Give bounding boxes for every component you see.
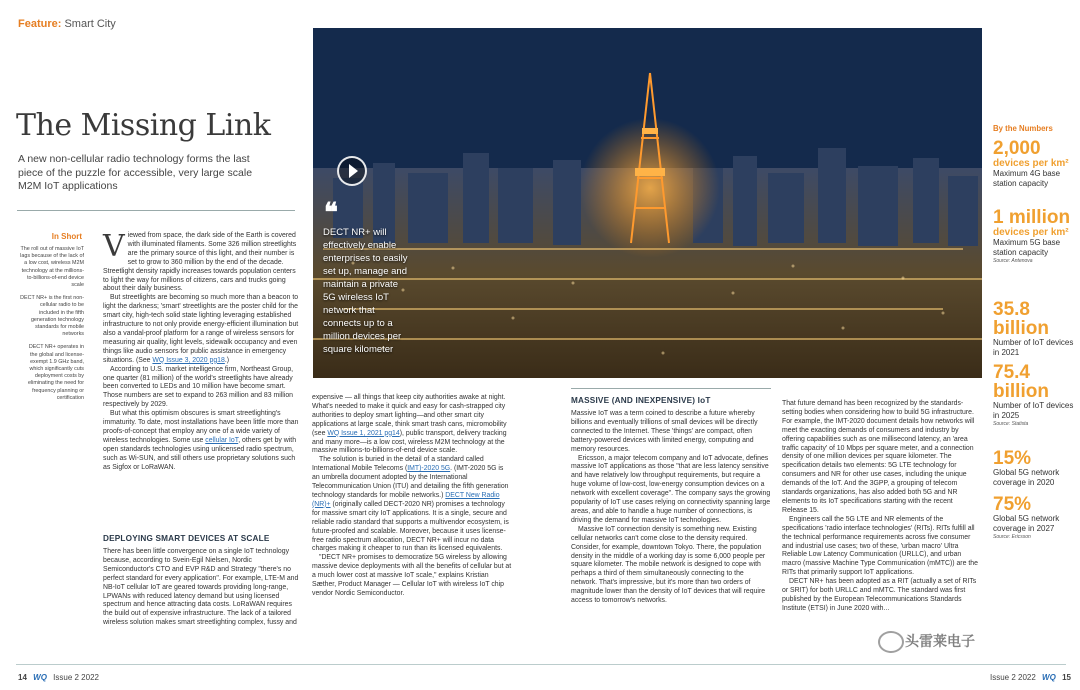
issue-label: Issue 2 2022 (990, 673, 1036, 682)
article-title: The Missing Link (16, 108, 271, 143)
footer-right (990, 673, 1071, 682)
feature-prefix: Feature: (18, 18, 62, 30)
body-column-3 (571, 410, 771, 606)
stat-value: 2,000 (993, 138, 1041, 159)
ref-link[interactable]: WQ Issue 3, 2020 pg18 (152, 356, 225, 364)
brand-logo: WQ (33, 673, 47, 682)
city-night-illustration (313, 28, 982, 378)
paragraph: There has been little convergence on a single IoT technology because, according to Svein-Egil Nielsen, Nordic Semiconductor's CTO and EVP R&D and Strategy "there's no perfect standard for every application". For example, LTE-M and NB-IoT cellular IoT are geared towards providing long-range, LPWANs with reduced latency demand but using licensed spectrum and hence attracting data costs. LoRaWAN requires the build out of expensive infrastructure. The lack of a tailored wireless solution makes smart streetlighting complex, fussy and (103, 548, 299, 627)
play-video-button[interactable] (337, 156, 367, 186)
page-number: 15 (1062, 673, 1071, 682)
paragraph-end: ), public transport, delivery tracking and many more—is a low cost, wireless M2M technology at the massive millions-to-billions-of-end device scale. (312, 429, 507, 455)
pull-quote: DECT NR+ will effectively enable enterprises to easily set up, manage and maintain a private 5G wireless IoT network that connects up to a million devices per square kilometer (323, 227, 408, 355)
paragraph: iewed from space, the dark side of the Earth is covered with illuminated filaments. Some 326 million streetlights are the primary source of this light, and their number is set to grow to 360 million by the end of the decade. Streetlight density rapidly increases towards population centers to light the way for millions of citizens, cars and trucks going about their daily business. (103, 232, 297, 293)
stat-value: 75% (993, 494, 1032, 515)
stat-source: Source: Ericsson (993, 534, 1031, 540)
watermark: 头雷莱电子 (905, 633, 975, 649)
divider (17, 210, 295, 211)
drop-cap: V (103, 229, 125, 264)
stat-source: Source: Antenova (993, 258, 1033, 264)
stat-block (993, 300, 1078, 358)
footer-divider (16, 664, 1066, 665)
paragraph-end: , others get by with open standards technologies using unlicensed radio spectrum, such as Wi-SUN, and still others use proprietary solutions such as Sigfox or LoRaWAN. (103, 436, 297, 471)
body-column-1-lower (103, 548, 301, 628)
in-short-heading: In Short (51, 232, 82, 241)
body-column-1 (103, 229, 301, 472)
dect-nr-link[interactable]: DECT New Radio (NR)+ (312, 491, 500, 508)
cellular-iot-link[interactable]: cellular IoT (205, 436, 239, 444)
divider (571, 388, 771, 389)
quote-icon: ❝ (324, 198, 338, 228)
section-heading: MASSIVE (AND INEXPENSIVE) IoT (571, 396, 711, 405)
paragraph: Massive IoT was a term coined to describe a future whereby billions and eventually trillions of small devices will be directly connected to the Internet. These 'things' are compact, often battery-powered devices with limited energy, computing and memory resources. (571, 410, 758, 453)
stat-value: 75.4 billion (993, 362, 1049, 402)
in-short-item: The roll out of massive IoT lags because of the lack of a low cost, wireless M2M technology at the millions-to-billions-of-end device scale (20, 246, 84, 289)
paragraph: But what this optimism obscures is smart streetlighting's immaturity. To date, most installations have been little more than proofs-of-concept that employ any one of a wide variety of wireless technologies. Some use (103, 410, 299, 444)
stat-block (993, 495, 1078, 540)
issue-label: Issue 2 2022 (53, 673, 99, 682)
page-number: 14 (18, 673, 27, 682)
body-column-4 (782, 400, 978, 614)
brand-logo: WQ (1042, 673, 1056, 682)
paragraph: But streetlights are becoming so much more than a beacon to light the darkness; 'smart' streetlights are the poster child for the smart city, high-tech solid state lighting leveraging established infrastructure to not only provide energy-efficient illumination but also a vandal-proof platform for a range of wireless sensors for measuring air quality, light levels, sidewalk occupancy and even things like audio sensors for public assistance in emergency situations. (See (103, 294, 299, 364)
stat-label: Number of IoT devices in 2021 (993, 338, 1074, 357)
in-short-item: DECT NR+ operates in the global and license-exempt 1.9 GHz band, which significantly cuts deployment costs by eliminating the need for frequency planning or certification (27, 344, 84, 401)
stat-label: Maximum 4G base station capacity (993, 169, 1061, 188)
article-subtitle: A new non-cellular radio technology forms the last piece of the puzzle for accessible, very large scale M2M IoT applications (18, 153, 253, 192)
paragraph: expensive — all things that keep city authorities awake at night. What's needed to make it quick and easy for cash-strapped city authorities to deploy smart lighting—and other smart city applications at large scale, think smart trash cans, micromobility (see (312, 394, 507, 437)
stat-block (993, 449, 1078, 488)
stat-source: Source: Statista (993, 421, 1029, 427)
hero-image (313, 28, 982, 378)
stat-value: 1 million (993, 207, 1071, 228)
in-short-list (20, 246, 84, 408)
footer-left (18, 673, 99, 682)
stat-block (993, 139, 1078, 189)
stat-unit: devices per km² (993, 158, 1069, 169)
body-column-2 (312, 394, 512, 599)
stat-block (993, 208, 1078, 264)
wechat-icon (878, 631, 904, 653)
stat-label: Number of IoT devices in 2025 (993, 401, 1074, 420)
stat-value: 15% (993, 448, 1032, 469)
in-short-item: DECT NR+ is the first non-cellular radio to be included in the fifth generation technology standards for mobile networks (20, 295, 84, 338)
stat-unit: devices per km² (993, 227, 1069, 238)
stat-block (993, 363, 1078, 427)
feature-title: Smart City (64, 18, 116, 30)
paragraph: Ericsson, a major telecom company and IoT advocate, defines massive IoT applications as those "that are less latency sensitive and have relatively low throughput requirements, but require a huge volume of low-cost, low-energy consumption devices on a network with excellent coverage". The company says the growing popularity of IoT use cases relying on connectivity spanning large areas, and able to handle a huge number of connections, is driving the demand for massive IoT technologies. (571, 454, 771, 524)
stat-value: 35.8 billion (993, 299, 1049, 339)
stat-label: Maximum 5G base station capacity (993, 238, 1061, 257)
paragraph: According to U.S. market intelligence firm, Northeast Group, one quarter (81 million) of the world's streetlights have already been converted to LEDs and 10 million have become smart. Those numbers are set to expand to 263 million and 83 million respectively by 2029. (103, 365, 294, 409)
paragraph: That future demand has been recognized by the standards-setting bodies when considering how to build 5G infrastructure. For example, the IMT-2020 document details how networks will meet the exacting demands of consumers and industry by offering capabilities such as one millisecond latency, an 'area traffic capacity' of 10 Mbps per square meter, and a connection density of one million devices per square kilometer. The specification details two elements: 5G LTE technology for consumers and NR for other use cases, including the unique demands of the IoT. And the 3GPP, a grouping of telecom standards organizations, has also added both 5G and NR elements to its IoT specifications starting with the recent Release 15. (782, 400, 975, 514)
ref-link[interactable]: WQ Issue 1, 2021 pg14 (327, 429, 400, 437)
paragraph-end: (originally called DECT-2020 NR) promises a technology for massive smart city IoT applications. It is a single, secure and reliable radio standard that supports a multivendor ecosystem, is future-proofed and scalable. Moreover, because it uses license-free radio spectrum allocation, DECT NR+ will incur no data charges making it cheaper to run than its licensed equivalents. (312, 500, 509, 553)
imt-link[interactable]: IMT)-2020 5G (407, 465, 451, 473)
stat-label: Global 5G network coverage in 2027 (993, 514, 1060, 533)
paragraph: Engineers call the 5G LTE and NR elements of the specifications 'radio interface technologies' (RITs). RITs fulfill all the technical performance requirements across five consumer and industrial use cases; two of these, 'urban macro' Ultra Reliable Low Latency Communication (URLLC), and urban macro (massive Machine Type Communication (mMTC)) are the RITs that primarily support IoT applications. (782, 515, 978, 577)
paragraph-end: .) (224, 356, 230, 364)
paragraph: "DECT NR+ promises to democratize 5G wireless by allowing massive device deployments with all the benefits of cellular but at a much lower cost at massive IoT scale," explains Kristian Sæther, Product Manager — Cellular IoT with wireless IoT chip vendor Nordic Semiconductor. (312, 554, 512, 597)
paragraph: The solution is buried in the detail of a standard called International Mobile Telecoms ( (312, 456, 484, 473)
paragraph: DECT NR+ has been adopted as a RIT (actually a set of RITs or SRIT) for both URLLC and mMTC. The standard was first published by the European Telecommunications Standards Institute (ETSI) in June 2020 with... (782, 578, 977, 612)
paragraph: . (IMT-2020 5G is an umbrella document adopted by the International Telecommunication Union (ITU) and detailing the fifth generation technology standards for mobile networks.) (312, 465, 509, 499)
by-the-numbers-heading: By the Numbers (993, 124, 1053, 133)
section-heading: DEPLOYING SMART DEVICES AT SCALE (103, 534, 270, 543)
feature-label (18, 18, 116, 30)
paragraph: Massive IoT connection density is something new. Existing cellular networks can't come close to the density required. Consider, for example, downtown Tokyo. There, the population density in the middle of a working day is some 6,000 people per square kilometer. The mobile network is designed to cope with perhaps a third of them simultaneously connecting to the network. That's impressive, but it's more than two orders of magnitude lower than the density of IoT devices that will require access to tomorrow's networks. (571, 525, 766, 605)
stat-label: Global 5G network coverage in 2020 (993, 468, 1060, 487)
